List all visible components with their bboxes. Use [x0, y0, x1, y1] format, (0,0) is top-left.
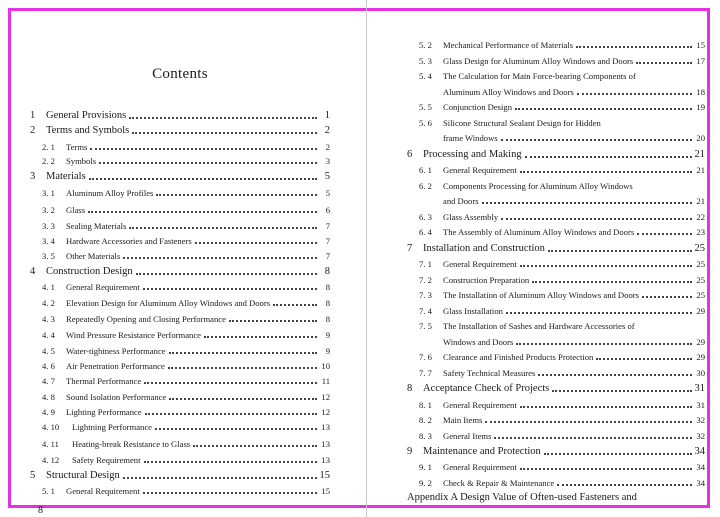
toc-entry-number: 7. 6 — [419, 352, 432, 362]
toc-entry-number: 4. 1 — [42, 282, 55, 292]
toc-entry — [407, 87, 705, 97]
dot-leader — [143, 492, 317, 494]
toc-entry — [407, 56, 705, 66]
toc-entry-number: 3. 4 — [42, 236, 55, 246]
toc-entry-page: 15 — [696, 40, 705, 50]
dot-leader — [516, 343, 692, 345]
dot-leader — [145, 413, 317, 415]
toc-entry — [407, 478, 705, 488]
toc-entry-page: 25 — [696, 290, 705, 300]
toc-entry-page: 17 — [696, 56, 705, 66]
toc-entry-number: 7. 5 — [419, 321, 432, 331]
toc-entry-page: 31 — [696, 400, 705, 410]
dot-leader — [596, 358, 692, 360]
toc-entry — [30, 298, 330, 308]
toc-entry — [30, 314, 330, 324]
toc-entry-title: Check & Repair & Maintenance — [443, 478, 555, 488]
toc-entry-title: Elevation Design for Aluminum Alloy Windows and Doors — [66, 298, 271, 308]
dot-leader — [485, 421, 692, 423]
toc-entry-title: General Items — [443, 431, 492, 441]
dot-leader — [538, 374, 692, 376]
toc-entry-title: Terms and Symbols — [46, 125, 130, 136]
dot-leader — [515, 108, 692, 110]
dot-leader — [123, 257, 317, 259]
toc-entry — [407, 196, 705, 206]
dot-leader — [577, 93, 692, 95]
toc-entry — [407, 368, 705, 378]
toc-entry-title: Air Penetration Performance — [66, 361, 165, 371]
toc-entry-title: Aluminum Alloy Profiles — [66, 188, 154, 198]
toc-entry-number: 3. 3 — [42, 221, 55, 231]
toc-entry-page: 29 — [696, 306, 705, 316]
dot-leader — [89, 178, 317, 180]
toc-entry — [407, 259, 705, 269]
toc-entry — [30, 361, 330, 371]
toc-entry-page: 25 — [696, 275, 705, 285]
dot-leader — [129, 117, 317, 119]
dot-leader — [520, 406, 692, 408]
toc-entry-title: Other Materials — [66, 251, 121, 261]
toc-entry-number: 4. 2 — [42, 298, 55, 308]
dot-leader — [520, 468, 692, 470]
toc-entry — [407, 492, 705, 503]
toc-entry — [407, 462, 705, 472]
toc-entry-page: 23 — [696, 227, 705, 237]
toc-entry — [30, 439, 330, 449]
toc-entry-title: Main Items — [443, 415, 483, 425]
toc-entry-number: 6 — [407, 149, 413, 160]
toc-entry-number: 4. 10 — [42, 422, 60, 432]
toc-entry — [407, 400, 705, 410]
toc-entry-page: 20 — [696, 133, 705, 143]
toc-entry — [30, 171, 330, 182]
dot-leader — [637, 233, 692, 235]
dot-leader — [155, 428, 317, 430]
toc-entry-title: Hardware Accessories and Fasteners — [66, 236, 192, 246]
toc-entry — [407, 40, 705, 50]
toc-entry-page: 34 — [696, 462, 705, 472]
toc-entry-number: 6. 3 — [419, 212, 432, 222]
toc-entry-number: 2. 1 — [42, 142, 55, 152]
toc-entry — [30, 455, 330, 465]
toc-entry-title: Windows and Doors — [443, 337, 514, 347]
toc-entry-title: Glass — [66, 205, 86, 215]
toc-entry-number: 5. 2 — [419, 40, 432, 50]
toc-entry-title: Symbols — [66, 156, 97, 166]
toc-entry-number: 4. 3 — [42, 314, 55, 324]
toc-entry-title: General Requirement — [443, 165, 517, 175]
toc-entry-title: The Installation of Aluminum Alloy Windows and Doors — [443, 290, 639, 300]
toc-entry-page: 25 — [694, 243, 705, 254]
toc-entry — [407, 431, 705, 441]
toc-entry-page: 8 — [325, 298, 330, 308]
toc-entry-page: 5 — [325, 188, 330, 198]
toc-entry-number: 6. 1 — [419, 165, 432, 175]
toc-entry-number: 8 — [407, 383, 413, 394]
toc-entry — [30, 205, 330, 215]
toc-entry-page: 11 — [321, 376, 330, 386]
toc-entry-title: Repeatedly Opening and Closing Performance — [66, 314, 226, 324]
toc-entry — [407, 71, 705, 81]
dot-leader — [501, 139, 692, 141]
toc-entry-title: General Requirement — [66, 486, 140, 496]
toc-entry — [30, 236, 330, 246]
toc-entry-title: Clearance and Finished Products Protection — [443, 352, 594, 362]
toc-entry — [407, 383, 705, 394]
toc-entry-number: 9. 1 — [419, 462, 432, 472]
dot-leader — [548, 250, 692, 252]
toc-entry-page: 13 — [321, 439, 330, 449]
toc-entry — [30, 392, 330, 402]
toc-entry-number: 5. 4 — [419, 71, 432, 81]
toc-entry-page: 21 — [696, 196, 705, 206]
toc-entry-title: The Assembly of Aluminum Alloy Windows and Doors — [443, 227, 635, 237]
toc-entry — [30, 142, 330, 152]
toc-entry-number: 4 — [30, 266, 36, 277]
toc-entry — [407, 290, 705, 300]
dot-leader — [144, 461, 318, 463]
toc-entry-title: Lighting Performance — [66, 407, 142, 417]
toc-entry-number: 4. 9 — [42, 407, 55, 417]
toc-entry-number: 5. 6 — [419, 118, 432, 128]
toc-entry — [30, 376, 330, 386]
toc-entry-number: 8. 3 — [419, 431, 432, 441]
toc-entry-page: 32 — [696, 431, 705, 441]
toc-entry-page: 5 — [324, 171, 330, 182]
toc-entry-title: General Provisions — [46, 110, 127, 121]
toc-entry-title: Silicone Structural Sealant Design for Hidden — [443, 118, 601, 128]
dot-leader — [494, 437, 692, 439]
toc-entry-number: 5. 5 — [419, 102, 432, 112]
toc-entry-title: Aluminum Alloy Windows and Doors — [443, 87, 574, 97]
dot-leader — [501, 218, 692, 220]
toc-entry-page: 13 — [321, 422, 330, 432]
toc-entry-title: General Requirement — [443, 400, 517, 410]
toc-entry-page: 3 — [325, 156, 330, 166]
toc-entry-number: 4. 7 — [42, 376, 55, 386]
toc-entry-page: 32 — [696, 415, 705, 425]
dot-leader — [90, 148, 317, 150]
toc-entry — [30, 407, 330, 417]
toc-entry-number: 1 — [30, 110, 36, 121]
toc-entry-page: 22 — [696, 212, 705, 222]
toc-entry-number: 4. 6 — [42, 361, 55, 371]
toc-entry — [407, 212, 705, 222]
dot-leader — [143, 288, 317, 290]
toc-entry-page: 21 — [694, 149, 705, 160]
toc-entry — [407, 118, 705, 128]
toc-entry-page: 29 — [696, 337, 705, 347]
dot-leader — [520, 265, 692, 267]
dot-leader — [273, 304, 317, 306]
toc-entry-title: Thermal Performance — [66, 376, 142, 386]
toc-entry-number: 5. 3 — [419, 56, 432, 66]
toc-entry-title: Installation and Construction — [423, 243, 545, 254]
dot-leader — [132, 132, 317, 134]
toc-entry-page: 19 — [696, 102, 705, 112]
toc-entry-title: Safety Technical Measures — [443, 368, 536, 378]
dot-leader — [99, 162, 317, 164]
toc-entry-page: 18 — [696, 87, 705, 97]
toc-entry-title: frame Windows — [443, 133, 498, 143]
toc-entry-title: Acceptance Check of Projects — [423, 383, 550, 394]
toc-entry-page: 10 — [321, 361, 330, 371]
toc-entry-page: 25 — [696, 259, 705, 269]
toc-entry-title: Construction Design — [46, 266, 133, 277]
dot-leader — [144, 382, 317, 384]
toc-entry-title: Safety Requirement — [72, 455, 141, 465]
toc-entry-number: 3. 5 — [42, 251, 55, 261]
toc-entry-page: 21 — [696, 165, 705, 175]
contents-heading: Contents — [152, 66, 208, 82]
dot-leader — [156, 194, 317, 196]
toc-entry — [407, 227, 705, 237]
dot-leader — [552, 390, 691, 392]
toc-entry — [407, 275, 705, 285]
toc-entry — [407, 133, 705, 143]
dot-leader — [229, 320, 317, 322]
toc-entry — [30, 251, 330, 261]
toc-entry — [30, 188, 330, 198]
toc-entry — [30, 110, 330, 121]
toc-entry-page: 7 — [325, 221, 330, 231]
dot-leader — [532, 281, 692, 283]
toc-entry-number: 3. 1 — [42, 188, 55, 198]
toc-entry-number: 5. 1 — [42, 486, 55, 496]
dot-leader — [506, 312, 692, 314]
toc-entry — [407, 102, 705, 112]
toc-entry-page: 15 — [321, 486, 330, 496]
toc-entry-title: Materials — [46, 171, 86, 182]
toc-entry-title: Lightning Performance — [72, 422, 152, 432]
dot-leader — [169, 352, 317, 354]
book-gutter — [366, 0, 367, 517]
toc-entry-page: 6 — [325, 205, 330, 215]
toc-entry — [30, 221, 330, 231]
toc-entry — [407, 446, 705, 457]
toc-entry-page: 12 — [321, 392, 330, 402]
toc-entry — [30, 346, 330, 356]
toc-entry — [407, 181, 705, 191]
toc-entry-title: Glass Design for Aluminum Alloy Windows and Doors — [443, 56, 634, 66]
toc-entry — [407, 165, 705, 175]
dot-leader — [123, 477, 317, 479]
toc-entry-title: Construction Preparation — [443, 275, 530, 285]
toc-entry-title: Terms — [66, 142, 88, 152]
toc-entry-title: and Doors — [443, 196, 479, 206]
dot-leader — [195, 242, 317, 244]
toc-entry-page: 8 — [324, 266, 330, 277]
toc-entry — [407, 337, 705, 347]
toc-entry-title: Processing and Making — [423, 149, 522, 160]
toc-entry-page: 7 — [325, 236, 330, 246]
dot-leader — [129, 227, 317, 229]
toc-entry-number: 6. 4 — [419, 227, 432, 237]
toc-entry-page: 31 — [694, 383, 705, 394]
dot-leader — [482, 202, 692, 204]
toc-entry-page: 2 — [324, 125, 330, 136]
toc-entry-title: Appendix A Design Value of Often-used Fasteners and — [407, 492, 637, 503]
toc-entry-number: 7 — [407, 243, 413, 254]
toc-entry-number: 8. 1 — [419, 400, 432, 410]
toc-entry-title: The Calculation for Main Force-bearing Components of — [443, 71, 636, 81]
toc-entry-number: 5 — [30, 470, 36, 481]
toc-entry-page: 1 — [324, 110, 330, 121]
toc-entry-number: 4. 5 — [42, 346, 55, 356]
dot-leader — [193, 445, 317, 447]
toc-entry-number: 2. 2 — [42, 156, 55, 166]
toc-entry — [407, 149, 705, 160]
dot-leader — [204, 336, 317, 338]
toc-entry-number: 9 — [407, 446, 413, 457]
toc-entry-page: 34 — [694, 446, 705, 457]
toc-entry-page: 29 — [696, 352, 705, 362]
toc-entry-page: 9 — [325, 330, 330, 340]
dot-leader — [636, 62, 692, 64]
toc-entry-page: 9 — [325, 346, 330, 356]
toc-entry — [407, 352, 705, 362]
dot-leader — [544, 453, 692, 455]
toc-entry-title: Sound Isolation Performance — [66, 392, 167, 402]
toc-entry-number: 4. 12 — [42, 455, 60, 465]
toc-entry — [30, 486, 330, 496]
toc-entry-number: 6. 2 — [419, 181, 432, 191]
toc-entry — [407, 306, 705, 316]
toc-entry-number: 8. 2 — [419, 415, 432, 425]
toc-entry — [407, 415, 705, 425]
toc-entry-number: 7. 2 — [419, 275, 432, 285]
toc-entry — [30, 282, 330, 292]
toc-entry-page: 34 — [696, 478, 705, 488]
toc-entry — [407, 243, 705, 254]
toc-entry-title: Water-tightness Performance — [66, 346, 166, 356]
toc-entry-number: 4. 8 — [42, 392, 55, 402]
toc-entry-title: Glass Assembly — [443, 212, 499, 222]
toc-entry-number: 4. 11 — [42, 439, 59, 449]
toc-entry-number: 2 — [30, 125, 36, 136]
toc-entry-page: 7 — [325, 251, 330, 261]
toc-entry — [30, 266, 330, 277]
toc-entry-title: Wind Pressure Resistance Performance — [66, 330, 201, 340]
toc-entry-title: General Requirement — [443, 259, 517, 269]
toc-entry-title: Conjunction Design — [443, 102, 512, 112]
toc-entry — [30, 470, 330, 481]
dot-leader — [520, 171, 692, 173]
toc-entry-page: 13 — [321, 455, 330, 465]
dot-leader — [525, 156, 692, 158]
toc-entry-title: Sealing Materials — [66, 221, 127, 231]
toc-entry-title: Maintenance and Protection — [423, 446, 541, 457]
toc-entry-page: 15 — [319, 470, 330, 481]
toc-entry-page: 30 — [696, 368, 705, 378]
toc-entry-number: 7. 4 — [419, 306, 432, 316]
toc-entry — [30, 422, 330, 432]
toc-entry-number: 9. 2 — [419, 478, 432, 488]
toc-entry — [407, 321, 705, 331]
dot-leader — [88, 211, 317, 213]
toc-entry-number: 3 — [30, 171, 36, 182]
dot-leader — [557, 484, 692, 486]
toc-entry-number: 7. 7 — [419, 368, 432, 378]
dot-leader — [168, 367, 317, 369]
toc-entry-number: 3. 2 — [42, 205, 55, 215]
toc-entry-title: General Requirement — [443, 462, 517, 472]
toc-entry — [30, 125, 330, 136]
toc-entry-number: 7. 3 — [419, 290, 432, 300]
dot-leader — [136, 273, 317, 275]
toc-entry-page: 8 — [325, 282, 330, 292]
toc-entry-title: General Requirement — [66, 282, 140, 292]
toc-entry-title: Components Processing for Aluminum Alloy Windows — [443, 181, 633, 191]
toc-entry-page: 8 — [325, 314, 330, 324]
toc-entry — [30, 330, 330, 340]
toc-entry-title: The Installation of Sashes and Hardware Accessories of — [443, 321, 635, 331]
toc-entry — [30, 156, 330, 166]
toc-entry-title: Glass Installation — [443, 306, 503, 316]
toc-entry-title: Mechanical Performance of Materials — [443, 40, 574, 50]
dot-leader — [169, 398, 317, 400]
dot-leader — [576, 46, 692, 48]
toc-entry-title: Heating-break Resistance to Glass — [72, 439, 191, 449]
toc-entry-title: Structural Design — [46, 470, 120, 481]
page-number-footer: 8 — [38, 505, 43, 516]
toc-entry-page: 2 — [325, 142, 330, 152]
dot-leader — [642, 296, 692, 298]
toc-entry-number: 4. 4 — [42, 330, 55, 340]
toc-entry-page: 12 — [321, 407, 330, 417]
toc-entry-number: 7. 1 — [419, 259, 432, 269]
